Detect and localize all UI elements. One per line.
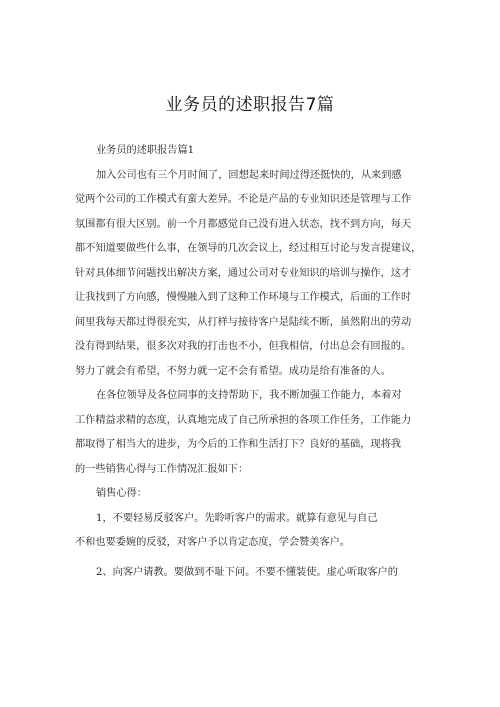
body-line: 针对具体细节问题找出解决方案，通过公司对专业知识的培训与操作，这才: [75, 267, 412, 279]
body-line: 2、向客户请教。要做到不耻下问。不要不懂装使。虚心听取客户的: [96, 566, 398, 578]
document-title: 业务员的述职报告7篇: [165, 95, 335, 115]
body-line: 的一些销售心得与工作情况汇报如下：: [75, 463, 249, 475]
body-line: 努力了就会有希望，不努力就一定不会有希望。成功是给有准备的人。: [75, 365, 391, 377]
body-line: 间里我每天都过得很充实，从打样与接待客户是陆续不断，虽然附出的劳动: [75, 316, 412, 328]
body-line: 加入公司也有三个月时间了，回想起来时间过得还挺快的，从来到感: [96, 169, 402, 181]
body-line: 1，不要轻易反驳客户。先聆听客户的需求。就算有意见与自己: [96, 512, 378, 524]
body-line: 业务员的述职报告篇1: [96, 145, 195, 156]
body-line: 觉两个公司的工作模式有蛮大差异。不论是产品的专业知识还是管理与工作: [75, 194, 412, 205]
body-line: 让我找到了方向感，慢慢融入到了这种工作环境与工作模式，后面的工作时: [75, 292, 412, 303]
body-line: 不和也要委婉的反驳，对客户予以肯定态度，学会赞美客户。: [75, 537, 351, 548]
document-body: [75, 139, 433, 585]
body-line: 氛围都有很大区别。前一个月都感觉自己没有进入状态，找不到方向，每天: [75, 218, 412, 230]
body-line: 没有得到结果，很多次对我的打击也不小，但我相信，付出总会有回报的。: [75, 341, 412, 352]
body-line: 销售心得：: [96, 488, 147, 499]
body-line: 在各位领导及各位同事的支持帮助下，我不断加强工作能力，本着对: [96, 390, 402, 401]
body-line: 都不知道要做些什么事，在领导的几次会议上，经过相互讨论与发言提建议，: [75, 243, 422, 254]
body-line: 工作精益求精的态度，认真地完成了自己所承担的各项工作任务，工作能力: [75, 414, 412, 426]
body-line: 都取得了相当大的进步，为今后的工作和生活打下？良好的基础，现将我: [75, 439, 401, 450]
